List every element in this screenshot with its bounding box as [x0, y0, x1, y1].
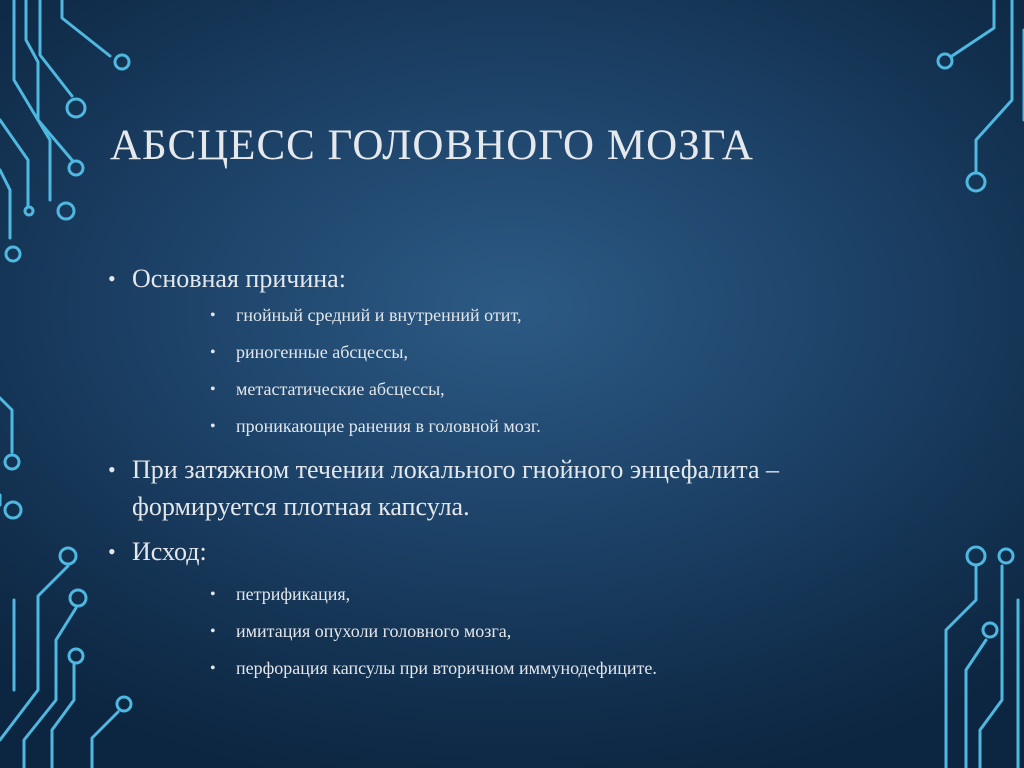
bullet-icon: • [210, 307, 216, 324]
sub-bullet-rhinogenic [210, 334, 988, 371]
bullet-icon: • [210, 660, 216, 677]
slide-title: АБСЦЕСС ГОЛОВНОГО МОЗГА [110, 122, 754, 169]
bullet-icon: • [210, 418, 216, 435]
bullet-icon: • [108, 539, 116, 564]
bullet-icon: • [108, 266, 116, 291]
sub-bullet-text: риногенные абсцессы, [236, 342, 409, 362]
sub-bullet-capsule-perforation [210, 650, 988, 687]
sub-bullet-penetrating-wounds [210, 408, 988, 445]
sub-bullet-text: метастатические абсцессы, [236, 379, 445, 399]
bullet-icon: • [210, 623, 216, 640]
sub-bullet-text: перфорация капсулы при вторичном иммунодефиците. [236, 658, 657, 678]
bullet-icon: • [108, 457, 116, 482]
sub-bullet-metastatic [210, 371, 988, 408]
sub-bullet-text: гнойный средний и внутренний отит, [236, 305, 522, 325]
sub-bullet-text: имитация опухоли головного мозга, [236, 621, 512, 641]
bullet-icon: • [210, 344, 216, 361]
circuit-top-right [938, 0, 1024, 191]
bullet-capsule-line1: При затяжном течении локального гнойного энцефалита – [132, 455, 779, 484]
sub-bullet-otitis [210, 297, 988, 334]
bullet-icon: • [210, 586, 216, 603]
sub-bullet-text: проникающие ранения в головной мозг. [236, 416, 541, 436]
sub-bullet-petrification [210, 576, 988, 613]
bullet-outcome-text: Исход: [132, 537, 207, 566]
sub-bullet-text: петрификация, [236, 584, 351, 604]
bullet-main-cause [108, 260, 988, 297]
bullet-outcome [108, 533, 988, 570]
sub-bullet-tumor-imitation [210, 613, 988, 650]
bullet-main-cause-text: Основная причина: [132, 264, 346, 293]
bullet-capsule-line2: формируется плотная капсула. [132, 492, 470, 521]
bullet-icon: • [210, 381, 216, 398]
slide-content [108, 260, 988, 687]
bullet-capsule [108, 451, 988, 525]
